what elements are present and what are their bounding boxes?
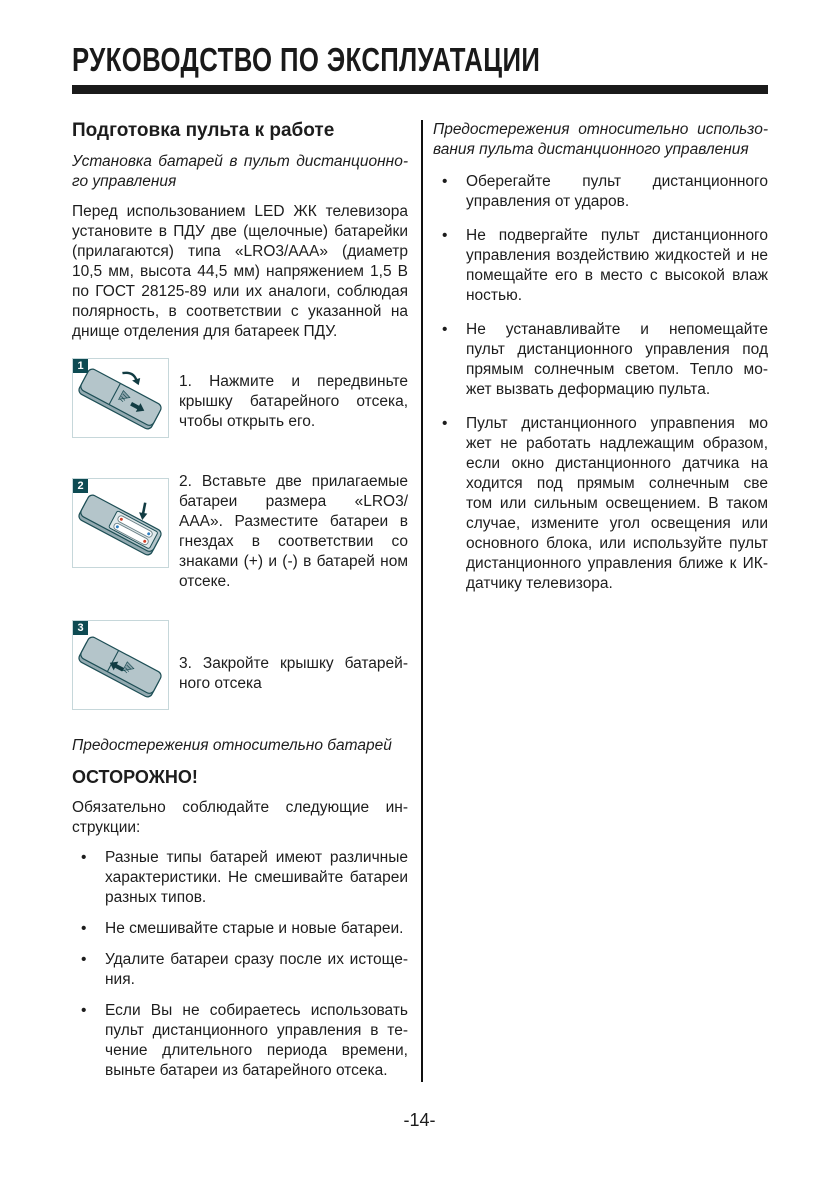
bullet-marker: • (81, 951, 87, 968)
bullet-marker: • (81, 849, 87, 866)
bullet-text: Не устанавливайте и непомещайте пульт дистанционного управления под прямым солнечным светом. Тепло мо- жет вызвать деформацию пульта. (466, 321, 768, 398)
intro-paragraph: Перед использованием LED ЖК телевизора установите в ПДУ две (щелочные) батарейки (прилагаются) типа «LRO3/AAA» (диаметр 10,5 мм, высота 44,5 мм) напряжением 1,5 В по ГОСТ 28125-89 или их аналоги, соблюдая полярность, в соответствии с указанной на днище отделения для батареек ПДУ. (72, 203, 408, 340)
bullet-item (72, 950, 408, 990)
warning-label: ОСТОРОЖНО! (72, 767, 198, 787)
bullet-marker: • (442, 321, 448, 338)
usage-caution-heading: Предостережения относительно использо- вания пульта дистанционного управления (433, 121, 768, 158)
bullet-text: Не подвергайте пульт дистанционного управления воздействию жидкостей и не помещайте его в место с высокой влаж ностью. (466, 227, 768, 304)
bullet-item (433, 226, 768, 306)
bullet-marker: • (81, 1002, 87, 1019)
step-row-1 (72, 358, 408, 438)
left-column (72, 120, 408, 1092)
bullet-text: Удалите батареи сразу после их истоще- ния. (105, 951, 408, 988)
battery-caution-heading: Предостережения относительно батарей (72, 737, 392, 754)
bullet-text: Если Вы не собираетесь использовать пульт дистанционного управления в те- чение длительного периода времени, выньте батареи из батарейного отсека. (105, 1002, 408, 1079)
step2-text: 2. Вставьте две прилагаемые батареи размера «LRO3/ ААА». Разместите батареи в гнездах в соответствии со знаками (+) и (-) в батарей ном отсеке. (179, 473, 408, 590)
step-number-badge: 2 (73, 479, 88, 493)
bullet-text: Разные типы батарей имеют различные характеристики. Не смешивайте батареи разных типов. (105, 849, 408, 906)
bullet-marker: • (81, 920, 87, 937)
step3-figure (72, 620, 169, 710)
bullet-marker: • (442, 227, 448, 244)
bullet-item (72, 919, 408, 939)
step-number-badge: 3 (73, 621, 88, 635)
content-columns (72, 120, 768, 1092)
step-row-2 (72, 473, 408, 592)
bullet-text: Не смешивайте старые и новые батареи. (105, 920, 404, 937)
bullet-text: Пульт дистанционного управпения мо жет не работать надлежащим образом, если окно дистанционного датчика на ходится под прямым солнечным све том или сильным освещением. В таком случае, измените угол освещения или основного блока, или используйте пульт дистанционного управления ближе к ИК- датчику телевизора. (466, 415, 768, 592)
page-number: -14- (403, 1110, 436, 1130)
page-header (72, 42, 768, 94)
bullet-marker: • (442, 173, 448, 190)
step3-text: 3. Закройте крышку батарей- ного отсека (179, 655, 408, 692)
bullet-item (433, 172, 768, 212)
bullet-text: Оберегайте пульт дистанционного управления от ударов. (466, 173, 768, 210)
bullet-item (433, 320, 768, 400)
bullet-item (72, 848, 408, 908)
right-column (433, 120, 768, 1092)
bullet-item (433, 414, 768, 594)
step2-figure (72, 478, 169, 568)
title-underline-bar (72, 85, 768, 94)
instructions-intro: Обязательно соблюдайте следующие ин- струкции: (72, 799, 408, 836)
step1-text: 1. Нажмите и передвиньте крышку батарейного отсека, чтобы открыть его. (179, 373, 408, 430)
bullet-item (72, 1001, 408, 1081)
step1-figure (72, 358, 169, 438)
step-number-badge: 1 (73, 359, 88, 373)
page-title: РУКОВОДСТВО ПО ЭКСПЛУАТАЦИИ (72, 41, 541, 78)
step-row-3 (72, 620, 408, 710)
bullet-marker: • (442, 415, 448, 432)
section-heading: Подготовка пульта к работе (72, 120, 335, 141)
subsection-heading: Установка батарей в пульт дистанционно- го управления (72, 153, 408, 190)
